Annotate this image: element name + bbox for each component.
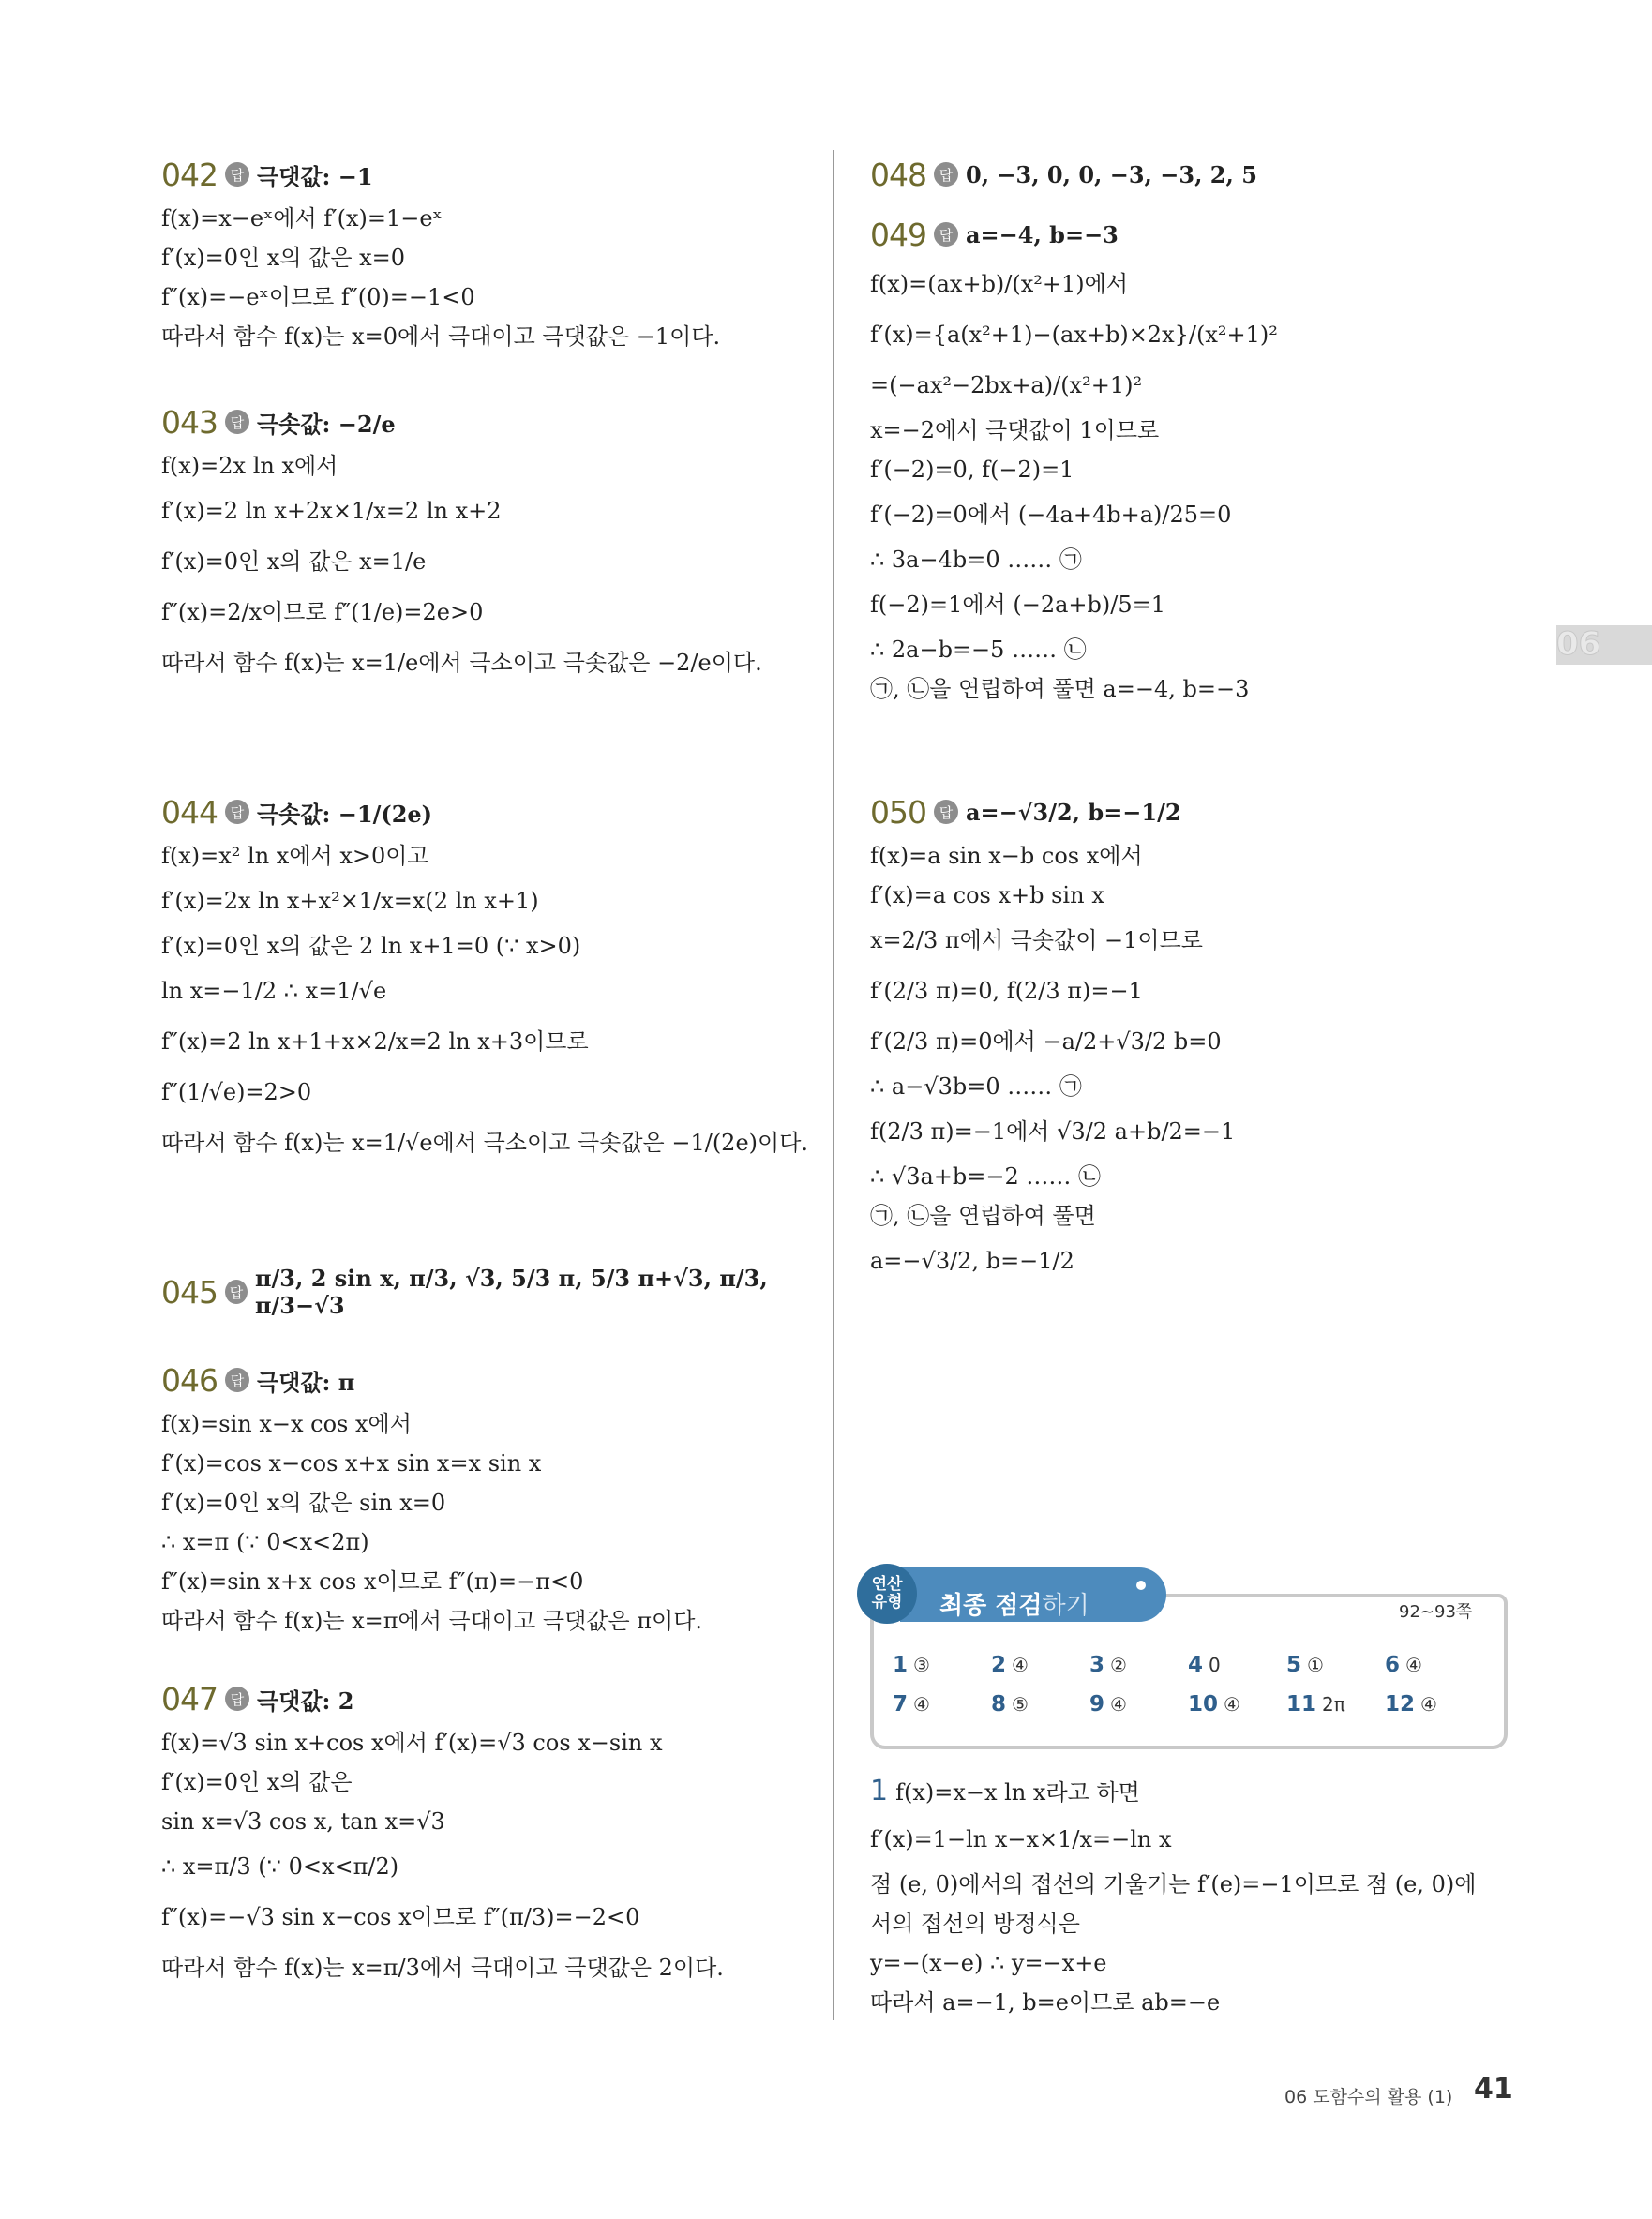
solution-line: 따라서 a=−1, b=e이므로 ab=−e <box>870 1989 1221 2016</box>
solution-line: 따라서 함수 f(x)는 x=0에서 극대이고 극댓값은 −1이다. <box>161 323 721 350</box>
answer-badge-icon: 답 <box>225 1687 249 1711</box>
ribbon-dot-icon <box>1136 1581 1146 1590</box>
answer-value: ④ <box>1110 1693 1127 1716</box>
answer-badge-icon: 답 <box>934 800 958 824</box>
question-number: 1 <box>870 1775 889 1807</box>
answer-cell <box>1286 1692 1385 1717</box>
problem-header <box>161 1674 818 1723</box>
answer-number: 5 <box>1286 1653 1302 1677</box>
answer-value: 2π <box>1322 1693 1345 1716</box>
solution-line: f″(x)=sin x+x cos x이므로 f″(π)=−π<0 <box>161 1568 584 1595</box>
solution-line: f″(1/√e)=2>0 <box>161 1079 312 1105</box>
badge-bottom-text: 유형 <box>871 1593 903 1612</box>
solution-line: sin x=√3 cos x, tan x=√3 <box>161 1808 445 1835</box>
solution-line: f(x)=√3 sin x+cos x에서 f′(x)=√3 cos x−sin x <box>161 1730 663 1756</box>
final-check-answers <box>893 1645 1483 1724</box>
problem-043 <box>161 397 818 688</box>
answer-number: 6 <box>1385 1653 1401 1677</box>
problem-number: 050 <box>870 793 926 831</box>
solution-line: 따라서 함수 f(x)는 x=1/√e에서 극소이고 극솟값은 −1/(2e)이다. <box>161 1130 809 1156</box>
solution-line: f′(x)=cos x−cos x+x sin x=x sin x <box>161 1450 542 1477</box>
solution-line: f′(x)=0인 x의 값은 2 ln x+1=0 (∵ x>0) <box>161 933 581 959</box>
badge-top-text: 연산 <box>871 1575 903 1594</box>
answer-number: 10 <box>1188 1692 1219 1717</box>
answer-badge-icon: 답 <box>934 162 958 187</box>
solution-line: 따라서 함수 f(x)는 x=π/3에서 극대이고 극댓값은 2이다. <box>161 1955 724 1981</box>
solution-line: f(x)=x² ln x에서 x>0이고 <box>161 843 429 869</box>
answer-badge-icon: 답 <box>225 800 249 824</box>
solution-line: x=−2에서 극댓값이 1이므로 <box>870 417 1160 443</box>
problem-number: 046 <box>161 1361 218 1399</box>
answer-number: 9 <box>1089 1692 1105 1717</box>
final-check-badge <box>857 1564 917 1624</box>
solution-line: ∴ a−√3b=0 …… ㉠ <box>870 1073 1082 1100</box>
problem-049 <box>870 210 1508 709</box>
problem-number: 049 <box>870 216 926 253</box>
page-number: 41 <box>1474 2073 1513 2106</box>
problem-header <box>161 150 818 199</box>
answer-cell <box>991 1653 1089 1677</box>
answer-row <box>893 1645 1483 1685</box>
problem-number: 048 <box>870 156 926 193</box>
problem-answer: 극댓값: 2 <box>257 1687 354 1715</box>
problem-answer: a=−4, b=−3 <box>966 220 1119 248</box>
problem-header <box>870 210 1508 259</box>
solution-line: f′(x)=1−ln x−x×1/x=−ln x <box>870 1826 1172 1852</box>
problem-answer: a=−√3/2, b=−1/2 <box>966 798 1181 826</box>
solution-line: ㉠, ㉡을 연립하여 풀면 a=−4, b=−3 <box>870 676 1250 702</box>
answer-number: 4 <box>1188 1653 1204 1677</box>
answer-cell <box>1286 1653 1385 1677</box>
problem-header <box>870 150 1508 199</box>
answer-row <box>893 1685 1483 1724</box>
chapter-side-tab <box>1556 625 1652 665</box>
answer-number: 8 <box>991 1692 1007 1717</box>
answer-value: 0 <box>1209 1654 1221 1676</box>
answer-cell <box>1385 1692 1483 1717</box>
answer-badge-icon: 답 <box>225 410 249 434</box>
problem-answer: π/3, 2 sin x, π/3, √3, 5/3 π, 5/3 π+√3, π/3, π/3−√3 <box>254 1265 768 1319</box>
answer-number: 2 <box>991 1653 1007 1677</box>
answer-cell <box>893 1692 991 1717</box>
solution-line: ln x=−1/2 ∴ x=1/√e <box>161 978 387 1004</box>
solution-line: 따라서 함수 f(x)는 x=π에서 극대이고 극댓값은 π이다. <box>161 1608 703 1634</box>
problem-047 <box>161 1674 818 1993</box>
problem-number: 045 <box>161 1273 218 1311</box>
answer-value: ① <box>1307 1654 1324 1676</box>
answer-cell <box>991 1692 1089 1717</box>
problem-header <box>161 1265 818 1319</box>
answer-badge-icon: 답 <box>225 162 249 187</box>
solution-line: f′(x)={a(x²+1)−(ax+b)×2x}/(x²+1)² <box>870 322 1278 348</box>
problem-042 <box>161 150 818 356</box>
answer-value: ⑤ <box>1012 1693 1029 1716</box>
solution-line: f″(x)=−eˣ이므로 f″(0)=−1<0 <box>161 284 475 310</box>
final-check-title <box>939 1586 1089 1621</box>
problem-050 <box>870 787 1508 1286</box>
problem-answer: 극댓값: −1 <box>257 162 373 190</box>
problem-048 <box>870 150 1508 199</box>
solution-line: =(−ax²−2bx+a)/(x²+1)² <box>870 372 1143 398</box>
title-light: 하기 <box>1042 1592 1089 1620</box>
problem-header <box>161 1356 818 1404</box>
answer-value: ③ <box>913 1654 930 1676</box>
answer-cell <box>1188 1692 1286 1717</box>
solution-line: f′(x)=2x ln x+x²×1/x=x(2 ln x+1) <box>161 888 539 914</box>
solution-line: f′(2/3 π)=0, f(2/3 π)=−1 <box>870 978 1143 1004</box>
solution-line: f(x)=sin x−x cos x에서 <box>161 1411 412 1437</box>
solution-line: 점 (e, 0)에서의 접선의 기울기는 f′(e)=−1이므로 점 (e, 0)에 <box>870 1871 1477 1897</box>
answer-number: 11 <box>1286 1692 1317 1717</box>
answer-cell <box>1188 1653 1286 1677</box>
solution-line: f′(x)=0인 x의 값은 sin x=0 <box>161 1490 446 1516</box>
answer-number: 3 <box>1089 1653 1105 1677</box>
problem-header <box>161 787 818 836</box>
problem-answer: 극댓값: π <box>257 1368 355 1396</box>
problem-number: 047 <box>161 1680 218 1717</box>
footer-chapter: 06 도함수의 활용 (1) <box>1284 2087 1453 2107</box>
answer-number: 12 <box>1385 1692 1416 1717</box>
answer-value: ② <box>1110 1654 1127 1676</box>
solution-line: f′(x)=0인 x의 값은 x=0 <box>161 245 406 271</box>
answer-badge-icon: 답 <box>225 1368 249 1392</box>
solution-line: f″(x)=2 ln x+1+x×2/x=2 ln x+3이므로 <box>161 1028 589 1055</box>
problem-045 <box>161 1265 818 1319</box>
problem-answer: 0, −3, 0, 0, −3, −3, 2, 5 <box>966 160 1257 188</box>
answer-number: 1 <box>893 1653 909 1677</box>
solution-line: f′(x)=a cos x+b sin x <box>870 882 1104 908</box>
solution-line: x=2/3 π에서 극솟값이 −1이므로 <box>870 927 1203 953</box>
solution-line: ㉠, ㉡을 연립하여 풀면 <box>870 1203 1096 1229</box>
answer-value: ④ <box>1420 1693 1437 1716</box>
problem-046 <box>161 1356 818 1641</box>
solution-line: f(x)=x−eˣ에서 f′(x)=1−eˣ <box>161 205 443 232</box>
solution-line: ∴ 3a−4b=0 …… ㉠ <box>870 547 1082 573</box>
solution-line: ∴ 2a−b=−5 …… ㉡ <box>870 637 1087 663</box>
solution-line: f′(x)=0인 x의 값은 <box>161 1769 353 1795</box>
solution-line: 서의 접선의 방정식은 <box>870 1911 1080 1937</box>
answer-badge-icon: 답 <box>225 1280 248 1304</box>
problem-number: 043 <box>161 403 218 441</box>
solution-line: f(−2)=1에서 (−2a+b)/5=1 <box>870 592 1165 618</box>
solution-line: f(x)=(ax+b)/(x²+1)에서 <box>870 271 1129 297</box>
solution-line: f′(x)=2 ln x+2x×1/x=2 ln x+2 <box>161 498 502 524</box>
problem-header <box>161 397 818 446</box>
problem-answer: 극솟값: −2/e <box>257 410 396 438</box>
answer-cell <box>1089 1653 1188 1677</box>
final-check-pages: 92~93쪽 <box>1399 1602 1473 1622</box>
answer-number: 7 <box>893 1692 909 1717</box>
solution-line: 따라서 함수 f(x)는 x=1/e에서 극소이고 극솟값은 −2/e이다. <box>161 650 762 676</box>
solution-line: f(2/3 π)=−1에서 √3/2 a+b/2=−1 <box>870 1118 1236 1145</box>
solution-line: f′(−2)=0에서 (−4a+4b+a)/25=0 <box>870 502 1232 528</box>
solution-line: f′(2/3 π)=0에서 −a/2+√3/2 b=0 <box>870 1028 1222 1055</box>
problem-header <box>870 787 1508 836</box>
question-1-solution <box>870 1770 1508 2022</box>
chapter-tab-label: 06 <box>1556 625 1601 663</box>
problem-number: 044 <box>161 793 218 831</box>
answer-cell <box>1385 1653 1483 1677</box>
solution-line: f′(x)=0인 x의 값은 x=1/e <box>161 548 427 575</box>
answer-value: ④ <box>913 1693 930 1716</box>
column-divider <box>833 150 834 2020</box>
problem-answer: 극솟값: −1/(2e) <box>257 800 433 828</box>
solution-line: ∴ √3a+b=−2 …… ㉡ <box>870 1163 1101 1190</box>
answer-value: ④ <box>1224 1693 1240 1716</box>
solution-line: f″(x)=2/x이므로 f″(1/e)=2e>0 <box>161 599 484 625</box>
answer-value: ④ <box>1012 1654 1029 1676</box>
question-first-line: f(x)=x−x ln x라고 하면 <box>895 1779 1140 1806</box>
solution-line: f′(−2)=0, f(−2)=1 <box>870 457 1074 483</box>
solution-line: a=−√3/2, b=−1/2 <box>870 1248 1074 1274</box>
answer-cell <box>893 1653 991 1677</box>
solution-line: f(x)=2x ln x에서 <box>161 453 338 479</box>
answer-value: ④ <box>1405 1654 1422 1676</box>
solution-line: f(x)=a sin x−b cos x에서 <box>870 843 1143 869</box>
answer-cell <box>1089 1692 1188 1717</box>
solution-line: ∴ x=π/3 (∵ 0<x<π/2) <box>161 1853 399 1880</box>
question-lines <box>870 1814 1508 2022</box>
title-bold: 최종 점검 <box>939 1592 1043 1620</box>
solution-line: ∴ x=π (∵ 0<x<2π) <box>161 1529 369 1555</box>
solution-line: y=−(x−e) ∴ y=−x+e <box>870 1950 1107 1976</box>
problem-number: 042 <box>161 156 218 193</box>
problem-044 <box>161 787 818 1168</box>
solution-line: f″(x)=−√3 sin x−cos x이므로 f″(π/3)=−2<0 <box>161 1904 640 1930</box>
answer-badge-icon: 답 <box>934 222 958 247</box>
